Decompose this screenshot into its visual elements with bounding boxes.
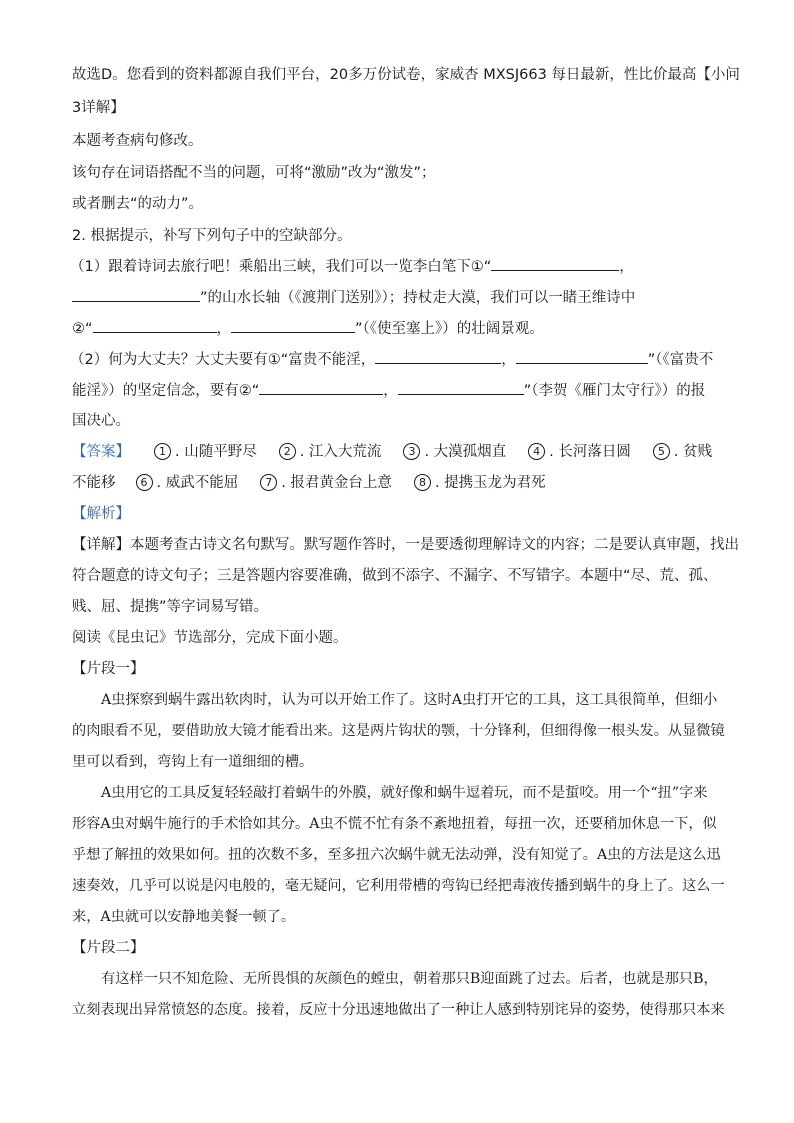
answer-line-2	[72, 473, 568, 493]
question-1-line-2	[72, 287, 635, 308]
answer-number-circle: 7	[260, 474, 277, 491]
fragment-heading: 【片段一】	[72, 661, 145, 677]
passage-line: 立刻表现出异常愤怒的态度。接着，反应十分迅速地做出了一种让人感到特别诧异的姿势，使得那只本来	[72, 1002, 725, 1018]
answer-number-circle: 8	[414, 474, 431, 491]
answer-number-circle: 2	[279, 443, 296, 460]
answer-number-circle: 3	[403, 443, 420, 460]
passage-line: 乎想了解扭的效果如何。扭的次数不多，至多扭六次蜗牛就无法动弹，没有知觉了。A虫的方法是这么迅	[72, 847, 721, 863]
analysis-tag: 【解析】	[72, 506, 130, 522]
question-text: ”（《富贵不	[647, 352, 714, 368]
detail-text: 本题考查古诗文名句默写。默写题作答时，一是要透彻理解诗文的内容；二是要认真审题，找出	[130, 537, 739, 553]
text-line: 故选D。您看到的资料都源自我们平台，20多万份试卷，家威杏 MXSJ663 每日最新，性比价最高【小问	[72, 67, 740, 83]
question-text: ，	[383, 383, 398, 399]
answer-number-circle: 1	[154, 443, 171, 460]
passage-line: 速奏效，几乎可以说是闪电般的，毫无疑问，它利用带槽的弯钩已经把毒液传播到蜗牛的身上了。这么一	[72, 878, 725, 894]
answer-blank[interactable]	[516, 349, 648, 364]
text-line: 阅读《昆虫记》节选部分，完成下面小题。	[72, 630, 348, 646]
question-text: ，	[501, 352, 516, 368]
answer-blank[interactable]	[72, 287, 200, 302]
question-text: ”的山水长轴（《渡荆门送别》）；持杖走大漠，我们可以一睹王维诗中	[200, 290, 636, 306]
answer-line-1	[72, 442, 734, 462]
detail-line	[72, 535, 739, 555]
answer-item	[414, 473, 546, 493]
question-text: ，	[216, 321, 232, 337]
answer-blank[interactable]	[259, 380, 383, 395]
answer-blank[interactable]	[491, 256, 619, 271]
question-text: ”（《使至塞上》）的壮阔景观。	[355, 321, 544, 337]
answer-text: . 贫贱	[673, 444, 713, 460]
answer-text: . 威武不能屈	[156, 475, 239, 491]
answer-blank[interactable]	[93, 318, 217, 333]
text-line: 或者删去“的动力”。	[72, 196, 204, 212]
answer-blank[interactable]	[398, 380, 524, 395]
answer-text: . 江入大荒流	[299, 444, 382, 460]
question-text: ，	[619, 259, 634, 275]
answer-item	[260, 473, 392, 493]
question-text: 能淫》）的坚定信念，要有②“	[72, 383, 260, 399]
answer-blank[interactable]	[231, 318, 355, 333]
passage-line: 有这样一只不知危险、无所畏惧的灰颜色的螳虫，朝着那只B迎面跳了过去。后者，也就是那只B，	[101, 971, 718, 987]
answer-item	[528, 442, 631, 462]
text-line: 该句存在词语搭配不当的问题，可将“激励”改为“激发”；	[72, 165, 436, 181]
text-line: 国决心。	[72, 413, 130, 429]
question-text: ”（李贺《雁门太守行》）的报	[523, 383, 706, 399]
answer-item	[136, 473, 239, 493]
answer-text: . 山随平野尽	[175, 444, 257, 460]
question-1-line-3	[72, 318, 544, 339]
answer-text: . 提携玉龙为君死	[434, 475, 546, 491]
answer-text: . 长河落日圆	[549, 444, 631, 460]
answer-item	[154, 442, 257, 462]
answer-tag: 【答案】	[72, 444, 130, 460]
passage-line: 的肉眼看不见，要借助放大镜才能看出来。这是两片钩状的颚，十分锋利，但细得像一根头发。从显微镜	[72, 723, 725, 739]
text-line: 本题考查病句修改。	[72, 133, 203, 149]
answer-number-circle: 4	[528, 443, 545, 460]
passage-line: 来，A虫就可以安静地美餐一顿了。	[72, 909, 296, 925]
answer-blank[interactable]	[375, 349, 501, 364]
question-heading: 2. 根据提示，补写下列句子中的空缺部分。	[72, 228, 352, 244]
question-2-line-2	[72, 380, 705, 401]
answer-text: 不能移	[72, 475, 116, 491]
text-line: 3详解】	[72, 100, 125, 116]
text-line: 符合题意的诗文句子；三是答题内容要准确，做到不添字、不漏字、不写错字。本题中“尽、荒、孤、	[72, 568, 718, 584]
answer-number-circle: 5	[653, 443, 670, 460]
passage-line: A虫探察到蜗牛露出软肉时，认为可以开始工作了。这时A虫打开它的工具，这工具很简单，但细小	[101, 692, 718, 708]
question-text: ②“	[72, 321, 93, 337]
passage-line: 形容A虫对蜗牛施行的手术恰如其分。A虫不慌不忙有条不紊地扭着，每扭一次，还要稍加休息一下，似	[72, 816, 717, 832]
answer-number-circle: 6	[136, 474, 153, 491]
text-line: 贱、屈、提携”等字词易写错。	[72, 599, 269, 615]
answer-text: . 报君黄金台上意	[281, 475, 392, 491]
question-text: （2）何为大丈夫？大丈夫要有①“富贵不能淫，	[70, 352, 376, 368]
answer-item	[279, 442, 382, 462]
answer-text: . 大漠孤烟直	[424, 444, 507, 460]
passage-line: A虫用它的工具反复轻轻敲打着蜗牛的外膜，就好像和蜗牛逗着玩，而不是蜇咬。用一个“扭”字来	[101, 785, 708, 801]
answer-item	[403, 442, 506, 462]
question-text: （1）跟着诗词去旅行吧！乘船出三峡，我们可以一览李白笔下①“	[70, 259, 492, 275]
answer-item	[653, 442, 712, 462]
passage-line: 里可以看到，弯钩上有一道细细的槽。	[72, 754, 314, 770]
fragment-heading: 【片段二】	[72, 940, 145, 956]
question-2-line-1	[70, 349, 713, 370]
detail-tag: 【详解】	[72, 537, 130, 553]
question-1-line-1	[70, 256, 634, 277]
